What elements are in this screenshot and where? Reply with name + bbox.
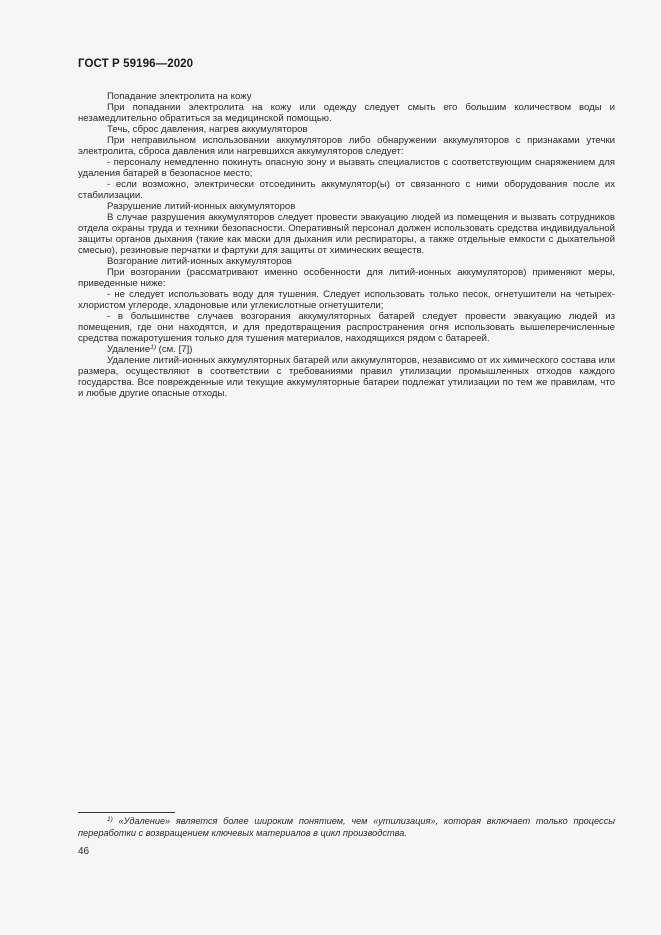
paragraph: В случае разрушения аккумуляторов следует провести эвакуацию людей из помещения и вызвать сотрудников отдела охраны труда и техники безопасности. Оперативный персонал должен использовать средства индивидуальной защиты органов дыхания (такие как маски для дыхания или респираторы, а также отдельные емкости с дыхательной смесью), резиновые перчатки и фартуки для защиты от химических веществ. <box>78 212 615 256</box>
section-heading: Попадание электролита на кожу <box>107 91 252 102</box>
list-item: - персоналу немедленно покинуть опасную зону и вызвать специалистов с соответствующим снаряжением для удаления батарей в безопасное место; <box>78 157 615 179</box>
section-heading <box>78 344 615 355</box>
section-heading-text: Удаление <box>107 344 151 355</box>
paragraph: При возгорании (рассматривают именно особенности для литий-ионных аккумуляторов) применяют меры, приведенные ниже: <box>78 267 615 289</box>
footnote-mark: 1) <box>107 816 113 823</box>
paragraph: При попадании электролита на кожу или одежду следует смыть его большим количеством воды и незамедлительно обратиться за медицинской помощью. <box>78 102 615 124</box>
footnote-text: «Удаление» является более широким понятием, чем «утилизация», которая включает только процессы переработки с возвращением ключевых материалов в цикл производства. <box>78 816 615 838</box>
bibliography-reference: (см. [7]) <box>156 344 193 355</box>
document-body <box>78 91 615 399</box>
list-item: - если возможно, электрически отсоединить аккумулятор(ы) от связанного с ними оборудования после их стабилизации. <box>78 179 615 201</box>
footnote <box>78 815 615 839</box>
section-heading: Возгорание литий-ионных аккумуляторов <box>107 256 292 267</box>
section-heading: Течь, сброс давления, нагрев аккумуляторов <box>107 124 308 135</box>
footnote-reference[interactable]: 1) <box>150 344 156 351</box>
paragraph: Удаление литий-ионных аккумуляторных батарей или аккумуляторов, независимо от их химического состава или размера, осуществляют в соответствии с требованиями правил утилизации промышленных отходов каждого государства. Все поврежденные или текущие аккумуляторные батареи подлежат утилизации по тем же правилам, что и любые другие опасные отходы. <box>78 355 615 399</box>
document-header: ГОСТ Р 59196—2020 <box>78 58 194 70</box>
footnote-divider <box>78 812 175 813</box>
list-item: - в большинстве случаев возгорания аккумуляторных батарей следует провести эвакуацию людей из помещения, где они находятся, и для предотвращения распространения огня использовать вышеперечисленные средства пожаротушения только для тушения материалов, находящихся рядом с батареей. <box>78 311 615 344</box>
section-heading: Разрушение литий-ионных аккумуляторов <box>107 201 296 212</box>
page-number: 46 <box>78 846 90 857</box>
list-item: - не следует использовать воду для тушения. Следует использовать только песок, огнетушители на четырех-хлористом углероде, хладоновые или углекислотные огнетушители; <box>78 289 615 311</box>
paragraph: При неправильном использовании аккумуляторов либо обнаружении аккумуляторов с признаками утечки электролита, сброса давления или нагревшихся аккумуляторов следует: <box>78 135 615 157</box>
